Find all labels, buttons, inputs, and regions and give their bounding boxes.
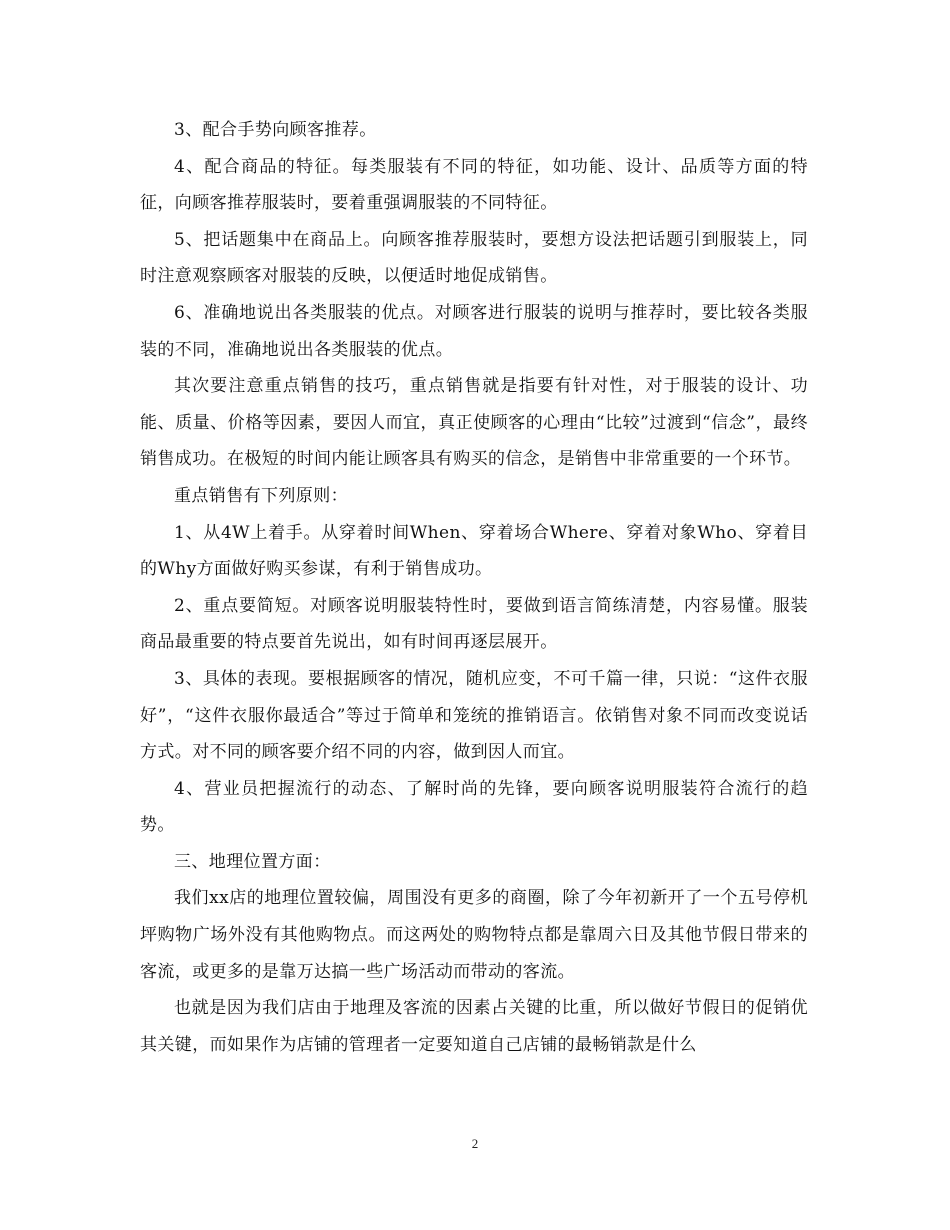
paragraph: 5、把话题集中在商品上。向顾客推荐服装时，要想方设法把话题引到服装上，同时注意观察顾客对服装的反映，以便适时地促成销售。 — [140, 229, 808, 287]
paragraph: 4、营业员把握流行的动态、了解时尚的先锋，要向顾客说明服装符合流行的趋势。 — [140, 778, 808, 836]
document-body — [140, 112, 808, 1063]
section-heading: 三、地理位置方面： — [174, 851, 331, 872]
paragraph: 3、配合手势向顾客推荐。 — [174, 120, 377, 140]
page-number: 2 — [471, 1136, 479, 1151]
paragraph: 1、从4W上着手。从穿着时间When、穿着场合Where、穿着对象Who、穿着目的Why方面做好购买参谋，有利于销售成功。 — [140, 522, 808, 580]
paragraph: 我们xx店的地理位置较偏，周围没有更多的商圈，除了今年初新开了一个五号停机坪购物广场外没有其他购物点。而这两处的购物特点都是靠周六日及其他节假日带来的客流，或更多的是靠万达搞一些广场活动而带动的客流。 — [140, 888, 808, 982]
paragraph: 其次要注意重点销售的技巧，重点销售就是指要有针对性，对于服装的设计、功能、质量、价格等因素，要因人而宜，真正使顾客的心理由“比较”过渡到“信念”，最终销售成功。在极短的时间内能让顾客具有购买的信念，是销售中非常重要的一个环节。 — [140, 376, 808, 470]
paragraph: 6、准确地说出各类服装的优点。对顾客进行服装的说明与推荐时，要比较各类服装的不同，准确地说出各类服装的优点。 — [140, 302, 808, 360]
paragraph: 4、配合商品的特征。每类服装有不同的特征，如功能、设计、品质等方面的特征，向顾客推荐服装时，要着重强调服装的不同特征。 — [140, 156, 808, 214]
paragraph: 也就是因为我们店由于地理及客流的因素占关键的比重，所以做好节假日的促销优其关键，而如果作为店铺的管理者一定要知道自己店铺的最畅销款是什么 — [140, 998, 808, 1055]
paragraph: 2、重点要简短。对顾客说明服装特性时，要做到语言简练清楚，内容易懂。服装商品最重要的特点要首先说出，如有时间再逐层展开。 — [140, 595, 808, 653]
paragraph: 3、具体的表现。要根据顾客的情况，随机应变，不可千篇一律，只说：“这件衣服好”，“这件衣服你最适合”等过于简单和笼统的推销语言。依销售对象不同而改变说话方式。对不同的顾客要介绍不同的内容，做到因人而宜。 — [140, 668, 808, 763]
paragraph: 重点销售有下列原则： — [174, 485, 348, 506]
